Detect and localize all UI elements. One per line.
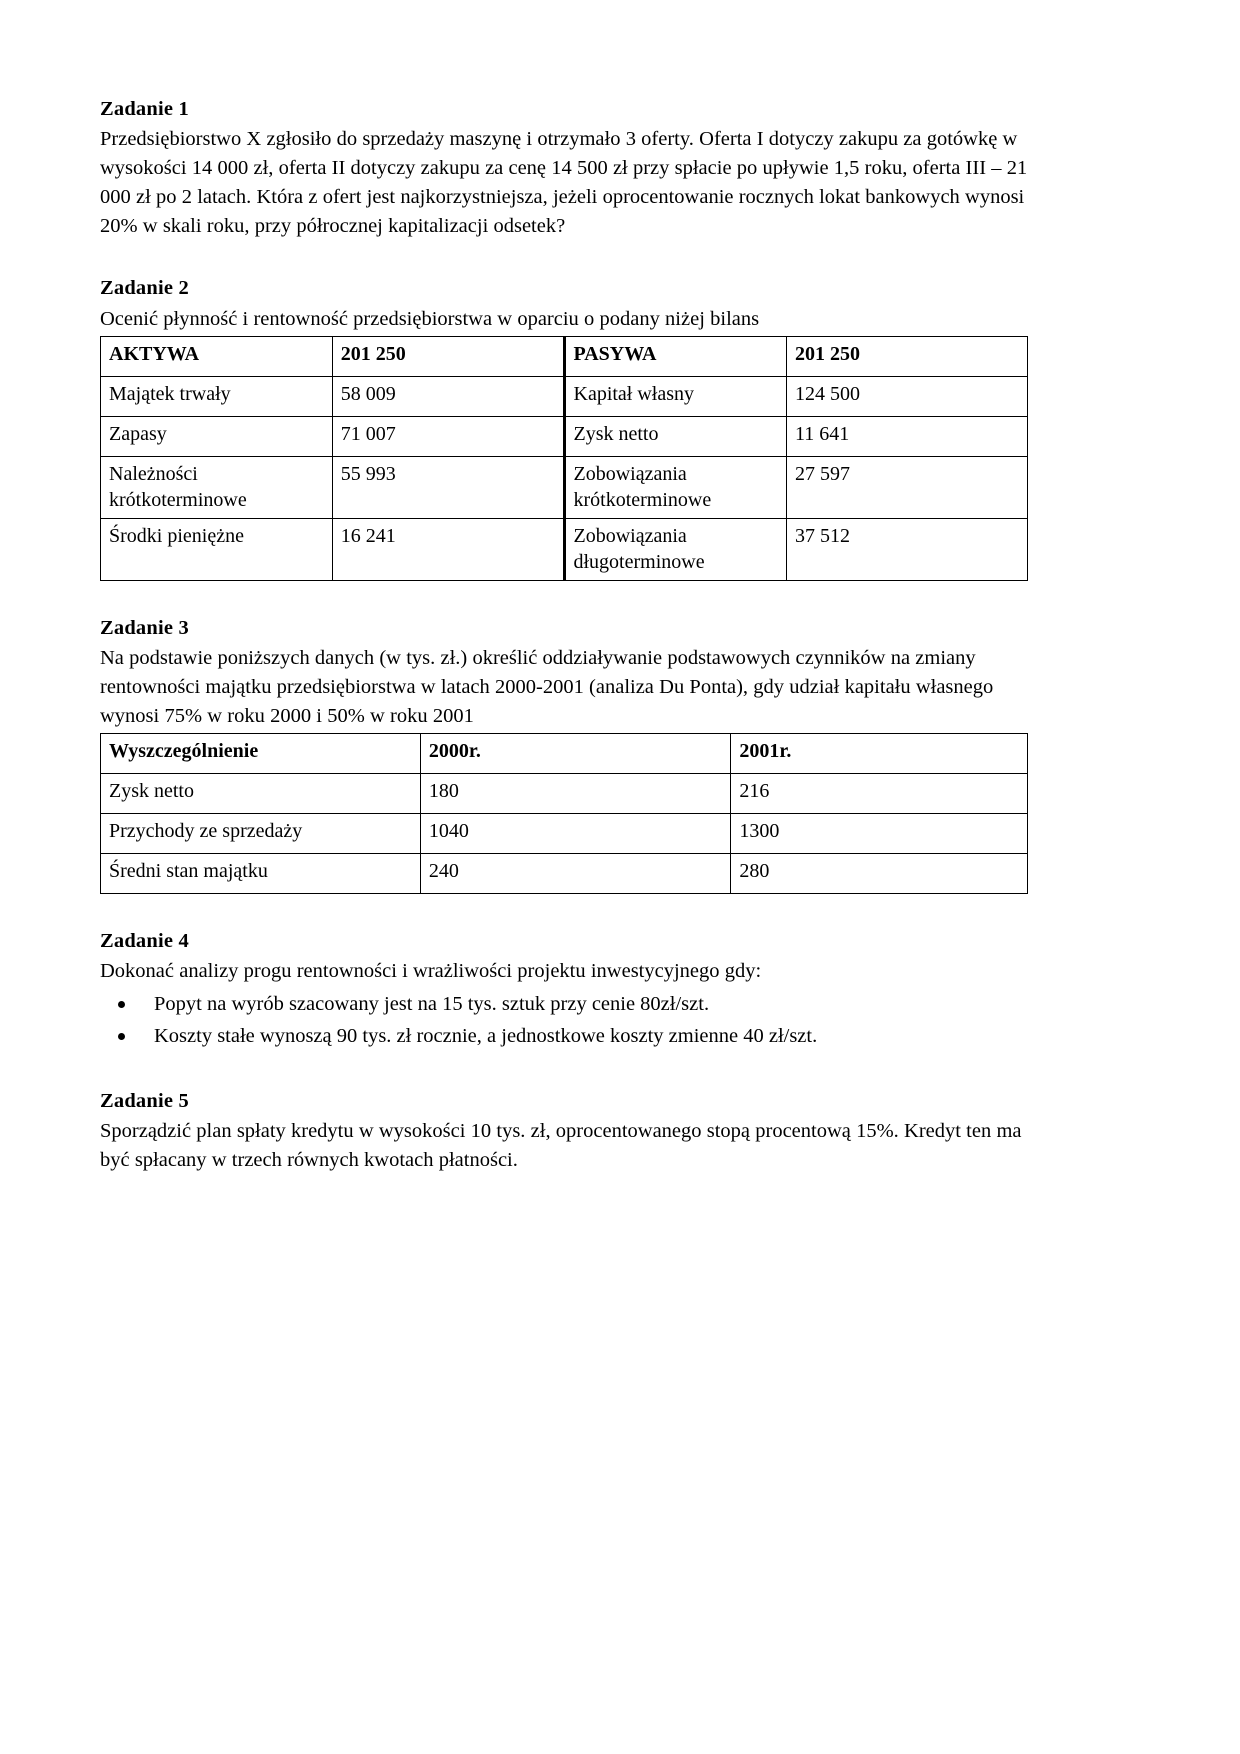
dupont-cell-label: Zysk netto: [101, 774, 421, 814]
dupont-cell-label: Średni stan majątku: [101, 854, 421, 894]
spacer: [100, 894, 1028, 928]
list-item-label: Popyt na wyrób szacowany jest na 15 tys. sztuk przy cenie 80zł/szt.: [154, 993, 710, 1016]
dupont-header-item: Wyszczególnienie: [101, 734, 421, 774]
list-item: [100, 1022, 1028, 1052]
table-header-row: [101, 734, 1028, 774]
dupont-header-year-2001: 2001r.: [731, 734, 1028, 774]
task-block-5: [100, 1088, 1028, 1175]
task-1-body: Przedsiębiorstwo X zgłosiło do sprzedaży maszynę i otrzymało 3 oferty. Oferta I dotyczy zakupu za gotówkę w wysokości 14 000 zł, oferta II dotyczy zakupu za cenę 14 500 zł przy spłacie po upływie 1,5 roku, oferta III – 21 000 zł po 2 latach. Która z ofert jest najkorzystniejsza, jeżeli oprocentowanie rocznych lokat bankowych wynosi 20% w skali roku, przy półrocznej kapitalizacji odsetek?: [100, 128, 1028, 238]
task-2-heading: Zadanie 2: [100, 277, 189, 300]
dupont-header-year-2000: 2000r.: [420, 734, 731, 774]
table-header-row: [101, 336, 1028, 376]
balance-cell-liability-label: Kapitał własny: [564, 376, 786, 416]
dupont-cell-label: Przychody ze sprzedaży: [101, 814, 421, 854]
balance-cell-asset-value: 16 241: [332, 518, 564, 580]
list-item-label: Koszty stałe wynoszą 90 tys. zł rocznie, a jednostkowe koszty zmienne 40 zł/szt.: [154, 1024, 818, 1047]
document-content: [100, 96, 1028, 1175]
table-row: [101, 456, 1028, 518]
dupont-cell-2001: 280: [731, 854, 1028, 894]
task-block-1: [100, 96, 1028, 241]
balance-cell-asset-value: 58 009: [332, 376, 564, 416]
list-item: [100, 990, 1028, 1020]
table-row: [101, 854, 1028, 894]
balance-cell-liability-label: Zobowiązania długoterminowe: [564, 518, 786, 580]
task-4-bullet-list: [100, 990, 1028, 1051]
balance-cell-asset-label: Majątek trwały: [101, 376, 333, 416]
dupont-cell-2000: 240: [420, 854, 731, 894]
balance-cell-liability-label: Zobowiązania krótkoterminowe: [564, 456, 786, 518]
table-row: [101, 416, 1028, 456]
task-block-2: [100, 275, 1028, 580]
dupont-cell-2000: 1040: [420, 814, 731, 854]
task-2-body: Ocenić płynność i rentowność przedsiębiorstwa w oparciu o podany niżej bilans: [100, 307, 760, 330]
task-4-heading: Zadanie 4: [100, 930, 189, 953]
table-row: [101, 518, 1028, 580]
dupont-cell-2001: 216: [731, 774, 1028, 814]
balance-header-aktywa-value: 201 250: [332, 336, 564, 376]
task-1-heading: Zadanie 1: [100, 98, 189, 120]
balance-cell-asset-label: Środki pieniężne: [101, 518, 333, 580]
balance-cell-asset-value: 71 007: [332, 416, 564, 456]
balance-cell-liability-label: Zysk netto: [564, 416, 786, 456]
spacer: [100, 1054, 1028, 1088]
balance-cell-liability-value: 11 641: [786, 416, 1027, 456]
dupont-cell-2000: 180: [420, 774, 731, 814]
table-row: [101, 376, 1028, 416]
task-5-body: Sporządzić plan spłaty kredytu w wysokości 10 tys. zł, oprocentowanego stopą procentową 15%. Kredyt ten ma być spłacany w trzech równych kwotach płatności.: [100, 1119, 1022, 1171]
task-4-body: Dokonać analizy progu rentowności i wrażliwości projektu inwestycyjnego gdy:: [100, 960, 762, 983]
spacer: [100, 241, 1028, 275]
task-block-3: [100, 615, 1028, 894]
balance-header-pasywa: PASYWA: [564, 336, 786, 376]
balance-header-aktywa: AKTYWA: [101, 336, 333, 376]
balance-sheet-table: [100, 336, 1028, 581]
task-3-body: Na podstawie poniższych danych (w tys. zł.) określić oddziaływanie podstawowych czynników na zmiany rentowności majątku przedsiębiorstwa w latach 2000-2001 (analiza Du Ponta), gdy udział kapitału własnego wynosi 75% w roku 2000 i 50% w roku 2001: [100, 646, 994, 727]
balance-cell-asset-value: 55 993: [332, 456, 564, 518]
balance-header-pasywa-value: 201 250: [786, 336, 1027, 376]
balance-cell-liability-value: 124 500: [786, 376, 1027, 416]
task-5-heading: Zadanie 5: [100, 1089, 189, 1112]
bullet-point-icon: [118, 1001, 125, 1008]
task-block-4: [100, 928, 1028, 1052]
balance-cell-asset-label: Należności krótkoterminowe: [101, 456, 333, 518]
bullet-point-icon: [118, 1033, 125, 1040]
spacer: [100, 581, 1028, 615]
balance-cell-liability-value: 37 512: [786, 518, 1027, 580]
dupont-table: [100, 733, 1028, 894]
table-row: [101, 774, 1028, 814]
balance-cell-asset-label: Zapasy: [101, 416, 333, 456]
balance-cell-liability-value: 27 597: [786, 456, 1027, 518]
task-3-heading: Zadanie 3: [100, 616, 189, 639]
table-row: [101, 814, 1028, 854]
dupont-cell-2001: 1300: [731, 814, 1028, 854]
